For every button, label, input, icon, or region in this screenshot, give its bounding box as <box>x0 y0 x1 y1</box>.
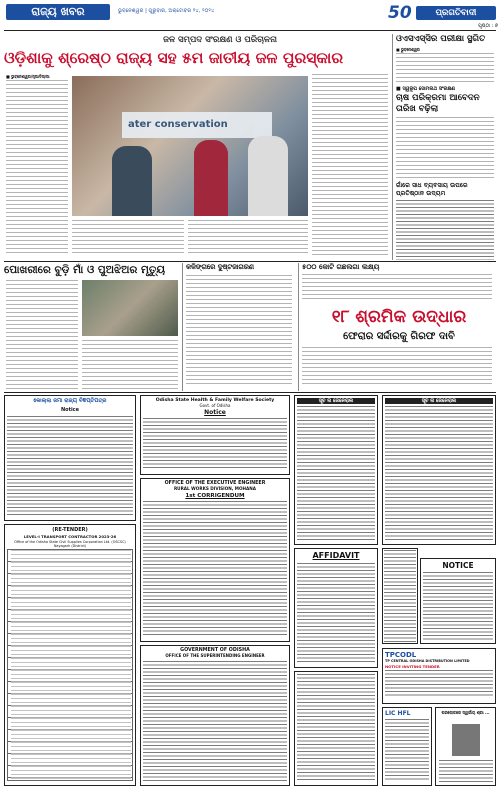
photo-banner-text: ater conservation <box>128 119 228 130</box>
retender-table-text <box>11 550 131 781</box>
retender-line1: LEVEL-I TRANSPORT CONTRACTOR 2023-26 <box>23 534 117 539</box>
story1-text <box>396 53 494 83</box>
lead-text-col1 <box>6 80 68 255</box>
lead-text-under-photo-1 <box>72 220 184 256</box>
row2-right-text <box>302 347 492 387</box>
lic-text <box>385 719 429 781</box>
story2-kicker: ■ ସ୍ୱରୂପ ସୋମନାଥ ସଂରକ୍ଷଣ <box>396 86 456 92</box>
lead-text-col3 <box>312 74 388 256</box>
anniversary-number: 50 <box>388 3 412 23</box>
row2-right-small-head: ୫୦୦ କୋଟି ଗଛଲଗା ଲକ୍ଷ୍ୟ <box>302 263 380 271</box>
tpcodl-full: TP CENTRAL ODISHA DISTRIBUTION LIMITED <box>385 659 470 663</box>
tender-label: NOTICE INVITING TENDER <box>385 664 440 669</box>
photo-banner <box>122 112 272 138</box>
story1-dateline: ■ ଭୁବନେଶ୍ୱର <box>396 47 420 52</box>
obituary <box>435 707 496 786</box>
paper-name: ପ୍ରଗତିବାଦୀ <box>435 8 477 18</box>
mid-classified-1 <box>294 395 378 545</box>
kvic-title: କୋଲ୍‌ଲା ଜମା ରାଜ୍ୟ ବିଜ୍ଞପ୍ତିପତ୍ର <box>33 398 107 404</box>
row2-left-head: ପୋଖରୀରେ ବୁଡ଼ି ମାଁ ଓ ପୁଅଝିଅର ମୃତ୍ୟୁ <box>4 264 166 276</box>
row2-left-text-2 <box>82 340 178 390</box>
affidavit <box>294 548 378 668</box>
mid-ad-text <box>297 406 375 542</box>
row2-rule <box>4 392 496 393</box>
photo-person-left <box>112 146 152 216</box>
obituary-photo <box>452 724 480 756</box>
osh-notice-label: Notice <box>204 409 226 416</box>
ee-sub: RURAL WORKS DIVISION, MOHANA <box>173 486 257 491</box>
row2-mid <box>182 263 294 391</box>
masthead <box>0 0 500 34</box>
affidavit-text <box>297 563 375 663</box>
notice-box-text <box>423 572 493 642</box>
lic-logo: LIC HFL <box>385 710 411 717</box>
gov-notice <box>140 645 290 786</box>
row2-right-sub-head: ଫେରାର ସର୍ଦ୍ଦାରକୁ ଗିରଫ ଦାବି <box>343 331 455 342</box>
gov-sub: OFFICE OF THE SUPERINTENDING ENGINEER <box>165 653 265 658</box>
obituary-title: ପରଲୋକରେ ସ୍ୱର୍ଗୀୟ ଶ୍ରୀ ... <box>441 710 490 715</box>
right-column <box>392 34 496 260</box>
tpcodl-side-text <box>384 550 416 642</box>
notice-box <box>420 558 496 644</box>
section-title: ରାଜ୍ୟ ଖବର <box>31 5 85 18</box>
mid-ad-title: ସୂଚ ନା ଜେନେରାଲ <box>297 398 375 404</box>
row2-left-text <box>6 280 78 390</box>
row2-right-big-head: ୧୮ ଶ୍ରମିକ ଉଦ୍ଧାର <box>331 307 467 327</box>
lead-kicker: ଜଳ ସମ୍ପଦ ସଂରକ୍ଷଣ ଓ ପରିଚାଳନା <box>163 35 277 45</box>
lead-dateline: ■ ଭୁବନେଶ୍ୱର/ନୂଆଦିଲ୍ଲୀ <box>6 74 50 79</box>
retender-title: (RE-TENDER) <box>52 527 88 533</box>
ee-text <box>143 501 287 637</box>
notice-box-title: NOTICE <box>442 561 474 570</box>
gov-title: GOVERNMENT OF ODISHA <box>180 648 250 653</box>
story2-head: ଚାଷ ପରିକ୍ରମା ଆବେଦନ ତାରିଖ ବଢ଼ିଲା <box>396 93 480 114</box>
row2-mid-text <box>186 275 292 387</box>
anniversary-logo <box>388 2 414 24</box>
affidavit-title: AFFIDAVIT <box>312 551 360 560</box>
story2-text <box>396 117 494 179</box>
mid-classified-2 <box>294 671 378 786</box>
obituary-text <box>439 760 493 784</box>
paper-name-band <box>416 6 496 20</box>
osh-notice <box>140 395 290 475</box>
kvic-notice <box>4 395 136 521</box>
page-label: ପୃଷ୍ଠା : ୭ <box>478 23 498 29</box>
retender-table <box>7 549 133 781</box>
kvic-sub: Notice <box>60 407 80 413</box>
row2-right-small-text <box>302 274 492 302</box>
lead-headline: ଓଡ଼ିଶାକୁ ଶ୍ରେଷ୍ଠ ରାଜ୍ୟ ସହ ୫ମ ଜାତୀୟ ଜଳ ପୁରସ୍କାର <box>4 49 344 67</box>
right-ad-title: ସୂଚ ନା ଜେନେରାଲ <box>385 398 493 404</box>
masthead-rule <box>4 30 496 31</box>
photo-person-mid <box>194 140 228 216</box>
tpcodl-text <box>385 670 493 698</box>
row1-rule <box>4 261 496 262</box>
tpcodl-block <box>382 648 496 704</box>
lic-ad <box>382 707 432 786</box>
lead-text-under-photo-2 <box>188 220 308 256</box>
date-line: ଭୁବନେଶ୍ୱର | ଗୁରୁବାର, ଅକ୍ଟୋବର ୨୪, ୨୦୨୪ <box>118 8 215 14</box>
story3-text <box>396 200 494 260</box>
ee-title: OFFICE OF THE EXECUTIVE ENGINEER <box>164 481 266 486</box>
kvic-text <box>7 416 133 516</box>
row2-right <box>298 263 496 391</box>
section-title-band <box>6 4 110 20</box>
retender-line2: Office of the Odisha State Civil Supplies Corporation Ltd. (OSCSC) Nayagarh (District) <box>14 540 126 548</box>
gov-text <box>143 661 287 781</box>
lead-photo <box>72 76 308 216</box>
right-classified <box>382 395 496 545</box>
story3-head: ଗାଁରେ ସାଧ ବ୍ୟବସାୟ ଉପରେ ପ୍ରତିଷ୍ଠାନ ଉଦ୍ୟମ <box>396 182 468 197</box>
row2-mid-head: କଳିଙ୍ଗରେ ଦୁଷ୍ଟଜାଗରଣ <box>186 263 254 271</box>
story1-head: ଓଏସଏସ୍‌ସିର ପରୀକ୍ଷା ସ୍ଥଗିତ <box>396 34 486 44</box>
photo-person-right <box>248 136 288 216</box>
row2-photo <box>82 280 178 336</box>
tpcodl-logo: TPCODL <box>385 651 417 659</box>
mid-classified-2-text <box>297 674 375 782</box>
osh-sub: Govt. of Odisha <box>199 403 231 408</box>
corrigendum-label: 1st CORRIGENDUM <box>185 493 245 499</box>
osh-title: Odisha State Health & Family Welfare Society <box>155 398 275 403</box>
retender-notice <box>4 524 136 786</box>
right-ad-text <box>385 406 493 542</box>
osh-text <box>143 418 287 470</box>
tpcodl-tender <box>382 548 418 644</box>
ee-corrigendum <box>140 478 290 642</box>
